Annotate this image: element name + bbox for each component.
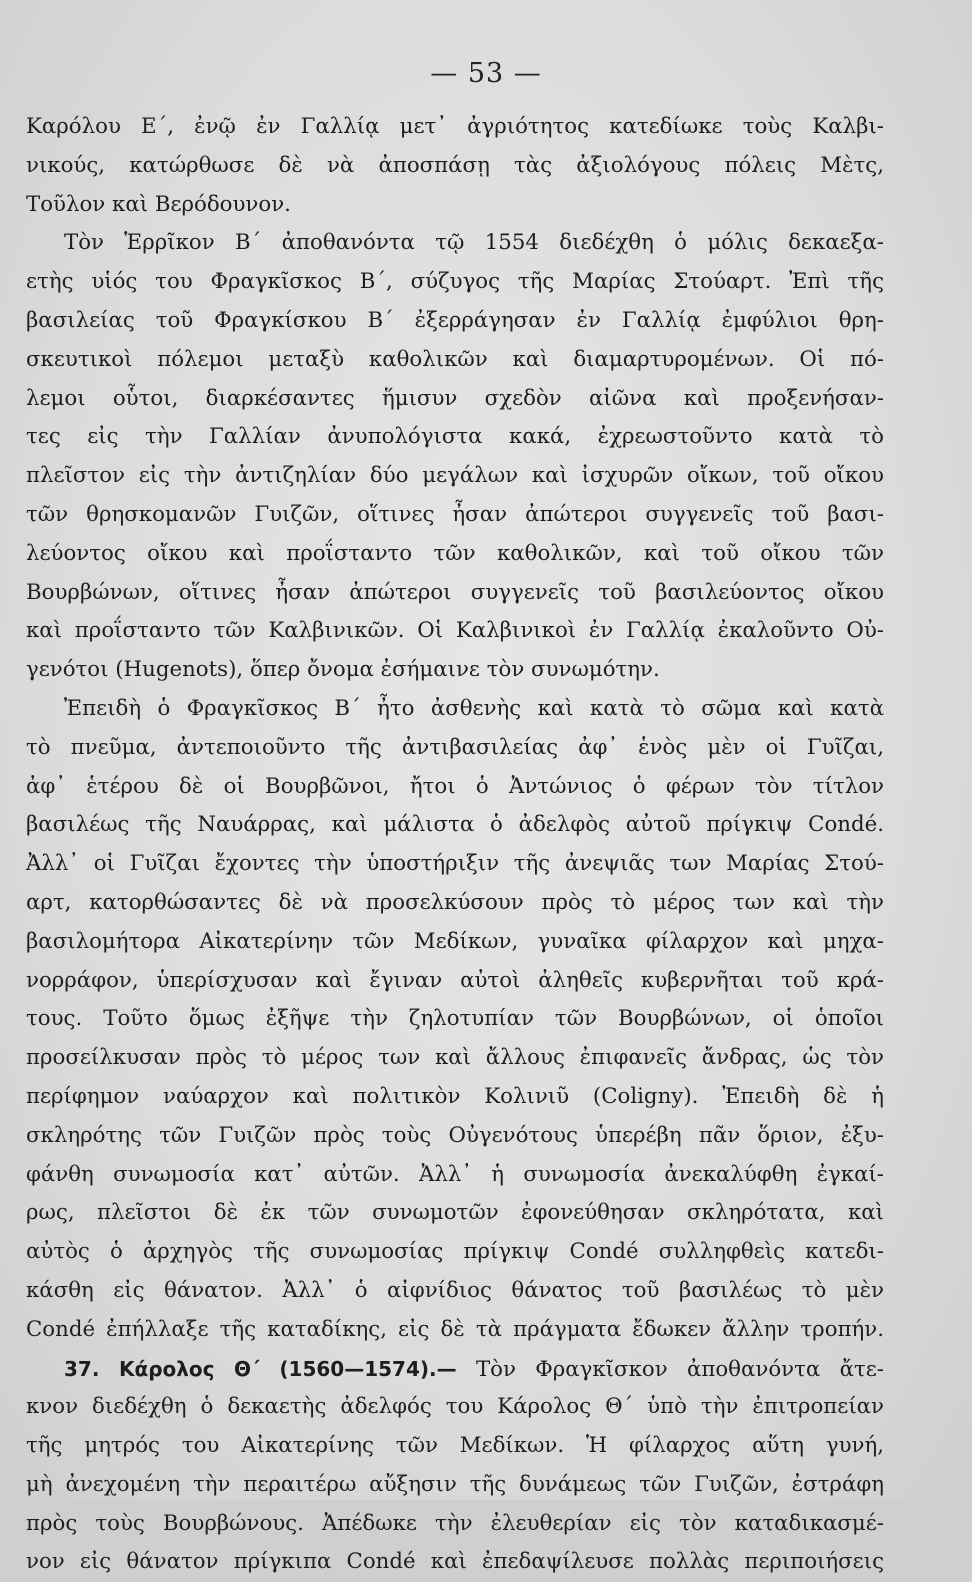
text-line: τες εἰς τὴν Γαλλίαν ἀνυπολόγιστα κακά, ἐχρεωστοῦντο κατὰ τὸ (26, 424, 884, 450)
text-line: σκληρότης τῶν Γυιζῶν πρὸς τοὺς Οὐγενότους ὑπερέβη πᾶν ὅριον, ἐξυ- (26, 1122, 884, 1148)
text-line: Τὸν Ἑρρῖκον Β΄ ἀποθανόντα τῷ 1554 διεδέχθη ὁ μόλις δεκαεξα- (64, 230, 884, 256)
text-line: περίφημον ναύαρχον καὶ πολιτικὸν Κολινιῦ (Coligny). Ἐπειδὴ δὲ ἡ (26, 1083, 884, 1109)
text-line: νον εἰς θάνατον πρίγκιπα Condé καὶ ἐπεδαψίλευσε πολλὰς περιποιήσεις (26, 1549, 884, 1575)
text-line: τῶν θρησκομανῶν Γυιζῶν, οἵτινες ἦσαν ἀπώτεροι συγγενεῖς τοῦ βασι- (26, 501, 884, 527)
text-line: γενότοι (Hugenots), ὅπερ ὄνομα ἐσήμαινε τὸν συνωμότην. (26, 657, 660, 683)
text-line: Τοῦλον καὶ Βερόδουνον. (26, 191, 291, 217)
text-line: αρτ, κατορθώσαντες δὲ νὰ προσελκύσουν πρὸς τὸ μέρος των καὶ τὴν (26, 889, 884, 915)
text-line: βασιλείας τοῦ Φραγκίσκου Β΄ ἐξερράγησαν ἐν Γαλλίᾳ ἐμφύλιοι θρη- (26, 307, 884, 333)
text-line: φάνθη συνωμοσία κατ᾿ αὐτῶν. Ἀλλ᾿ ἡ συνωμοσία ἀνεκαλύφθη ἐγκαί- (26, 1161, 884, 1187)
text-line: βασιλομήτορα Αἰκατερίνην τῶν Μεδίκων, γυναῖκα φίλαρχον καὶ μηχα- (26, 928, 884, 954)
text-line: αὐτὸς ὁ ἀρχηγὸς τῆς συνωμοσίας πρίγκιψ Condé συλληφθεὶς κατεδι- (26, 1239, 884, 1265)
text-line: τὸ πνεῦμα, ἀντεποιοῦντο τῆς ἀντιβασιλείας ἀφ᾿ ἑνὸς μὲν οἱ Γυῖζαι, (26, 734, 884, 760)
text-line: σκευτικοὶ πόλεμοι μεταξὺ καθολικῶν καὶ διαμαρτυρομένων. Οἱ πό- (26, 346, 884, 372)
section-line-text: Τὸν Φραγκῖσκον ἀποθανόντα ἄτε- (475, 1356, 885, 1382)
text-line: βασιλέως τῆς Ναυάρρας, καὶ μάλιστα ὁ ἀδελφὸς αὐτοῦ πρίγκιψ Condé. (26, 812, 884, 838)
text-line: Ἐπειδὴ ὁ Φραγκῖσκος Β΄ ἦτο ἀσθενὴς καὶ κατὰ τὸ σῶμα καὶ κατὰ (64, 695, 884, 721)
text-line: πρὸς τοὺς Βουρβώνους. Ἀπέδωκε τὴν ἐλευθερίαν εἰς τὸν καταδικασμέ- (26, 1510, 884, 1536)
text-line: Καρόλου Ε΄, ἐνῷ ἐν Γαλλίᾳ μετ᾿ ἀγριότητος κατεδίωκε τοὺς Καλβι- (26, 114, 884, 139)
section-line (26, 1350, 884, 1389)
text-line: ρως, πλεῖστοι δὲ ἐκ τῶν συνωμοτῶν ἐφονεύθησαν σκληρότατα, καὶ (26, 1200, 884, 1226)
text-line: ετὴς υἱός του Φραγκῖσκος Β΄, σύζυγος τῆς Μαρίας Στούαρτ. Ἐπὶ τῆς (26, 269, 884, 295)
text-line: τους. Τοῦτο ὅμως ἐξῆψε τὴν ζηλοτυπίαν τῶν Βουρβώνων, οἱ ὁποῖοι (26, 1006, 884, 1032)
section-heading: 37. Κάρολος Θ΄ (1560—1574).— (64, 1356, 457, 1381)
text-line: νορράφον, ὑπερίσχυσαν καὶ ἔγιναν αὐτοὶ ἀληθεῖς κυβερνῆται τοῦ κρά- (26, 967, 884, 993)
text-line: νικούς, κατώρθωσε δὲ νὰ ἀποσπάσῃ τὰς ἀξιολόγους πόλεις Μὲτς, (26, 152, 884, 178)
text-line: μὴ ἀνεχομένη τὴν περαιτέρω αὔξησιν τῆς δυνάμεως τῶν Γυιζῶν, ἐστράφη (26, 1471, 884, 1497)
body-text (26, 108, 884, 1582)
text-line: Ἀλλ᾿ οἱ Γυῖζαι ἔχοντες τὴν ὑποστήριξιν τῆς ἀνεψιᾶς των Μαρίας Στού- (26, 851, 884, 877)
text-line: ἀφ᾿ ἑτέρου δὲ οἱ Βουρβῶνοι, ἤτοι ὁ Ἀντώνιος ὁ φέρων τὸν τίτλον (26, 773, 884, 799)
text-line: πλεῖστον εἰς τὴν ἀντιζηλίαν δύο μεγάλων καὶ ἰσχυρῶν οἴκων, τοῦ οἴκου (26, 463, 884, 489)
text-line: κνον διεδέχθη ὁ δεκαετὴς ἀδελφός του Κάρολος Θ΄ ὑπὸ τὴν ἐπιτροπείαν (26, 1394, 884, 1420)
page-number: — 53 — (430, 58, 542, 89)
text-line: Βουρβώνων, οἵτινες ἦσαν ἀπώτεροι συγγενεῖς τοῦ βασιλεύοντος οἴκου (26, 579, 884, 605)
text-line: Condé ἐπήλλαξε τῆς καταδίκης, εἰς δὲ τὰ πράγματα ἔδωκεν ἄλλην τροπήν. (26, 1316, 884, 1342)
text-line: τῆς μητρός του Αἰκατερίνης τῶν Μεδίκων. Ἡ φίλαρχος αὕτη γυνή, (26, 1433, 884, 1459)
text-line: προσείλκυσαν πρὸς τὸ μέρος των καὶ ἄλλους ἐπιφανεῖς ἄνδρας, ὡς τὸν (26, 1045, 884, 1071)
text-line: κάσθη εἰς θάνατον. Ἀλλ᾿ ὁ αἰφνίδιος θάνατος τοῦ βασιλέως τὸ μὲν (26, 1277, 884, 1303)
text-line: καὶ προΐσταντο τῶν Καλβινικῶν. Οἱ Καλβινικοὶ ἐν Γαλλίᾳ ἐκαλοῦντο Οὐ- (26, 618, 884, 644)
text-line: λεύοντος οἴκου καὶ προΐσταντο τῶν καθολικῶν, καὶ τοῦ οἴκου τῶν (26, 540, 884, 566)
text-line: λεμοι οὗτοι, διαρκέσαντες ἥμισυν σχεδὸν αἰῶνα καὶ προξενήσαν- (26, 385, 884, 411)
